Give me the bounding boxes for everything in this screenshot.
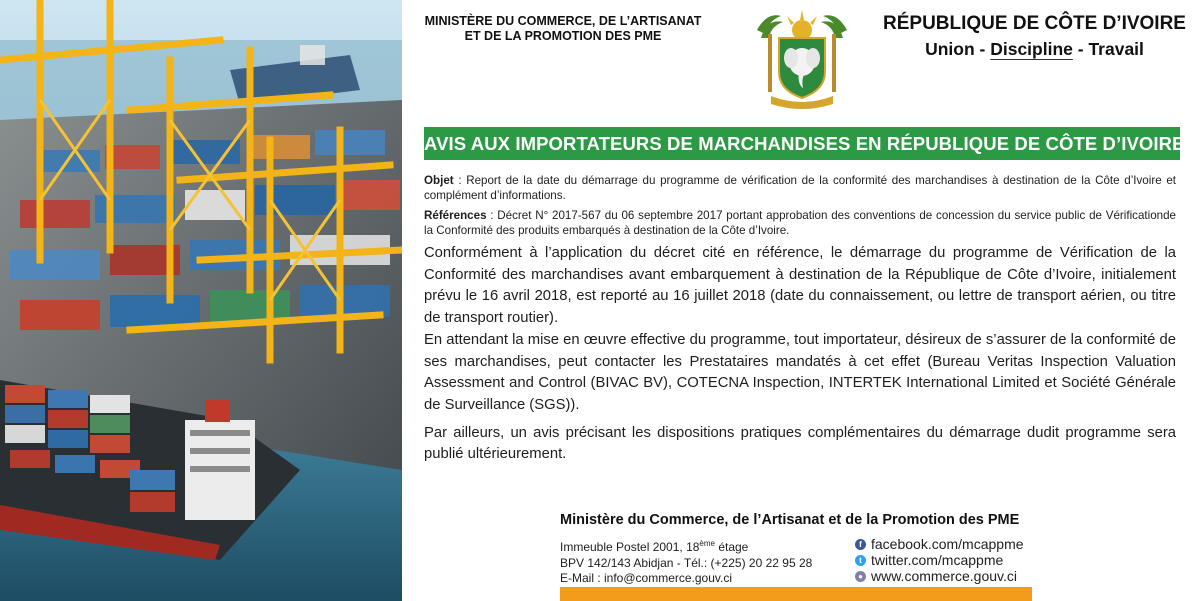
facebook-icon: f (855, 539, 866, 550)
twitter-text: twitter.com/mcappme (871, 552, 1004, 568)
contact-footer (560, 511, 1035, 596)
twitter-link[interactable] (855, 552, 1024, 568)
social-links (855, 536, 1024, 584)
republic-header (872, 12, 1197, 61)
coat-of-arms-icon (747, 8, 857, 112)
notice-paragraph-3: Par ailleurs, un avis précisant les dispositions pratiques complémentaires du démarrage dudit programme sera publié ultérieurement. (424, 424, 1176, 463)
port-photo (0, 0, 402, 601)
objet-label: Objet (424, 174, 454, 187)
website-link[interactable] (855, 568, 1024, 584)
footer-accent-bar (560, 587, 1032, 601)
references-paragraph (424, 208, 1176, 238)
port-scene-illustration (0, 0, 402, 601)
republic-name: RÉPUBLIQUE DE CÔTE D’IVOIRE (883, 13, 1186, 34)
official-notice (402, 0, 1200, 601)
motto-discipline: Discipline (990, 39, 1073, 59)
globe-icon: ● (855, 571, 866, 582)
references-label: Références (424, 209, 487, 222)
notice-title-banner: AVIS AUX IMPORTATEURS DE MARCHANDISES EN RÉPUBLIQUE DE CÔTE D’IVOIRE (424, 127, 1180, 160)
motto-travail: Travail (1088, 39, 1144, 59)
notice-paragraph-1: Conformément à l’application du décret cité en référence, le démarrage du programme de Vérification de la Conformité des marchandises avant embarquement à destination de la République de Côte d’Ivoire, initialement prévu le 16 avril 2018, est reporté au 16 juillet 2018 (date du connaissement, ou lettre de transport aérien, ou titre de transport routier). (424, 245, 1176, 327)
motto-separator-1: - (974, 39, 991, 59)
footer-title: Ministère du Commerce, de l’Artisanat et de la Promotion des PME (560, 512, 1020, 528)
notice-paragraph-2: En attendant la mise en œuvre effective du programme, tout importateur, désireux de s’assurer de la conformité de ses marchandises, peut contacter les Prestataires mandatés à cet effet (Bureau Veritas Inspection Valuation Assessment and Control (BIVAC BV), COTECNA Inspection, INTERTEK International Limited et Société Générale de Surveillance (SGS)). (424, 331, 1176, 413)
ministry-line-1: MINISTÈRE DU COMMERCE, DE L’ARTISANAT (424, 14, 702, 28)
notice-body (424, 173, 1176, 466)
references-text: : Décret N° 2017-567 du 06 septembre 2017 portant approbation des conventions de concession du service public de Vérificationde la Conformité des produits embarqués à destination de la Côte d’Ivoire. (424, 209, 1176, 237)
facebook-text: facebook.com/mcappme (871, 536, 1024, 552)
ministry-header (412, 14, 714, 44)
address-floor-word: étage (714, 540, 749, 554)
notice-main-text (424, 243, 1176, 466)
national-motto (872, 37, 1197, 61)
facebook-link[interactable] (855, 536, 1024, 552)
motto-union: Union (925, 39, 975, 59)
address-floor-suffix: ème (699, 539, 715, 548)
objet-text: : Report de la date du démarrage du programme de vérification de la conformité des marchandises à destination de la Côte d’Ivoire et complément d’informations. (424, 174, 1176, 202)
address-line-2: BPV 142/143 Abidjan - Tél.: (+225) 20 22 95 28 (560, 555, 813, 570)
ministry-line-2: ET DE LA PROMOTION DES PME (464, 29, 662, 43)
address-building: Immeuble Postel 2001, 18 (560, 540, 700, 554)
address-line-1 (560, 536, 812, 556)
coat-of-arms-svg (747, 8, 857, 112)
motto-separator-2: - (1072, 39, 1089, 59)
email-line[interactable]: E-Mail : info@commerce.gouv.ci (560, 571, 733, 585)
objet-paragraph (424, 173, 1176, 203)
website-text: www.commerce.gouv.ci (871, 568, 1018, 584)
postal-address (560, 536, 812, 587)
twitter-icon: t (855, 555, 866, 566)
